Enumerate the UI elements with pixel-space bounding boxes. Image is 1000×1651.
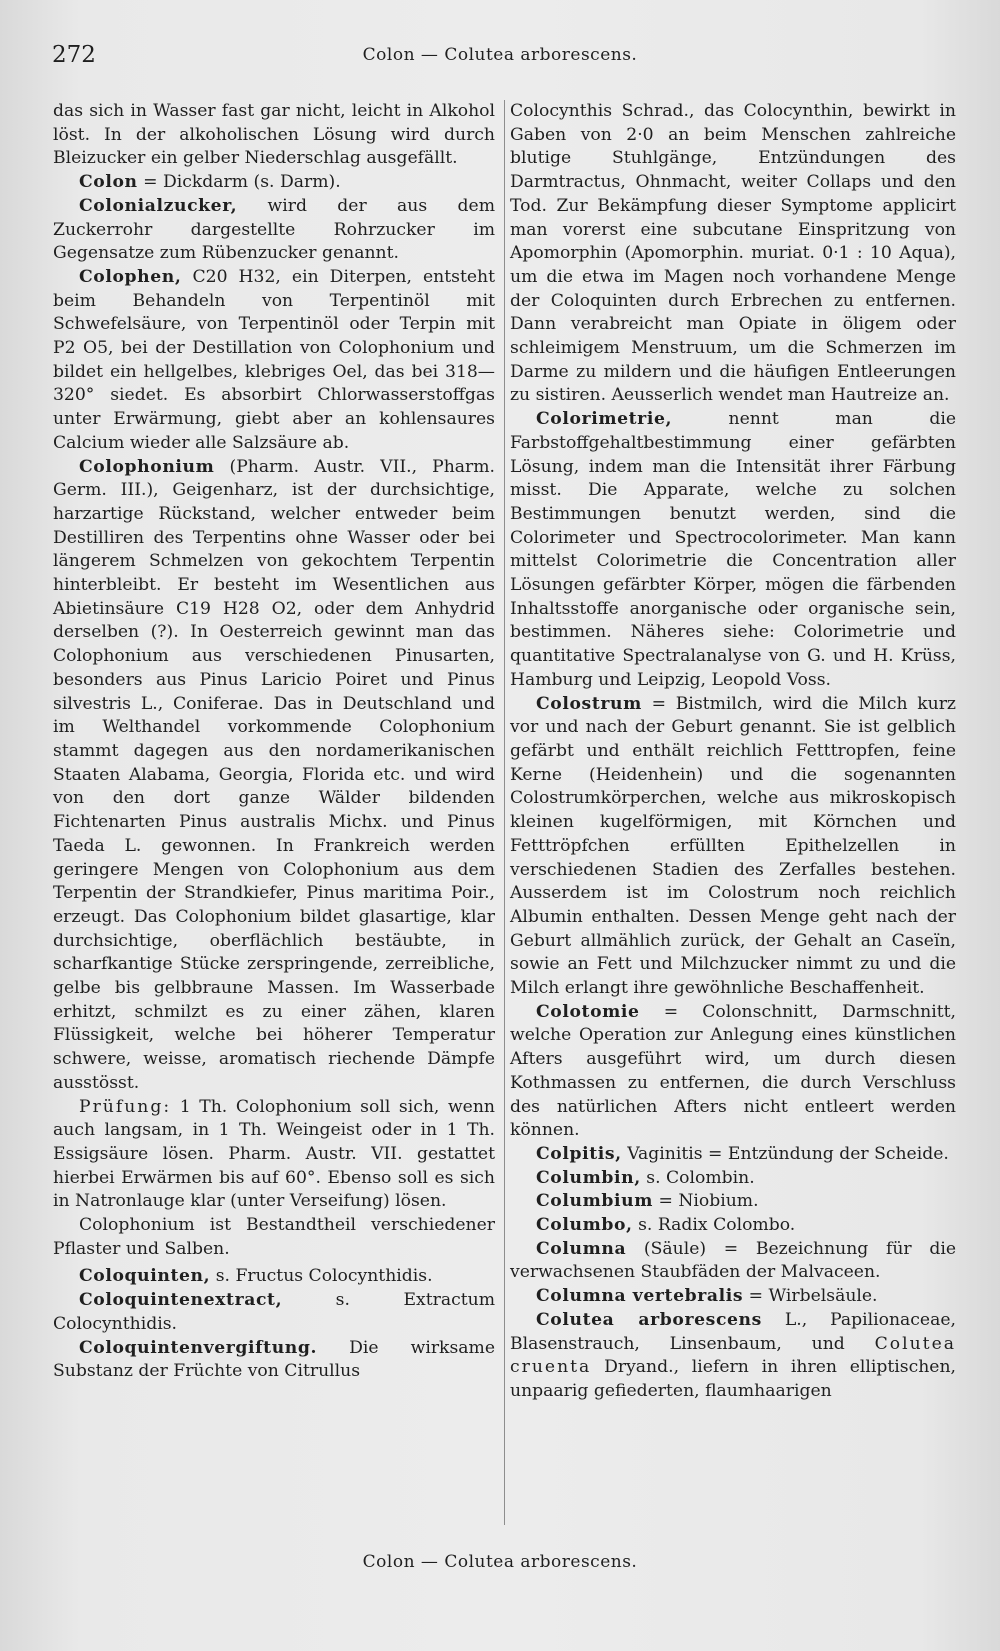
entry-text: = Bistmilch, wird die Milch kurz vor und nach der Geburt genannt. Sie ist gelblich gefärbt und enthält reichlich Fetttropfen, feine Kerne (Heidenhein) und die sogenannten Colostrumkörperchen, welche aus mikroskopisch kleinen kugelförmigen, mit Körnchen und Fetttröpfchen erfüllten Epithelzellen in verschiedenen Stadien des Zerfalles bestehen. Ausserdem ist im Colostrum noch reichlich Albumin enthalten. Dessen Menge geht nach der Geburt allmählich zurück, der Gehalt an Caseïn, sowie an Fett und Milchzucker nimmt zu und die Milch erlangt ihre gewöhnliche Beschaffenheit. bbox=[510, 693, 956, 999]
entry-continuation: Colocynthis Schrad., das Colocynthin, bewirkt in Gaben von 2·0 an beim Menschen zahlreiche blutige Stuhlgänge, Entzündungen des Darmtractus, Ohnmacht, weiter Collaps und den Tod. Zur Bekämpfung dieser Symptome applicirt man vorerst eine subcutane Einspritzung von Apomorphin (Apomorphin. muriat. 0·1 : 10 Aqua), um die etwa im Magen noch vorhandene Menge der Coloquinten durch Erbrechen zu entfernen. Dann verabreicht man Opiate in öligem oder schleimigem Menstruum, um die Schmerzen im Darme zu mildern und die häufigen Entleerungen zu sistiren. Aeusserlich wendet man Hautreize an. bbox=[510, 101, 956, 406]
entry-columbin bbox=[510, 1167, 956, 1191]
lemma: Colophen, bbox=[79, 266, 182, 287]
entry-text: s. Radix Colombo. bbox=[632, 1215, 796, 1236]
entry-text: = Wirbelsäule. bbox=[743, 1286, 878, 1307]
entry-columbium bbox=[510, 1190, 956, 1214]
lemma: Columbin, bbox=[536, 1167, 641, 1188]
entry-text: L., Papilionaceae, Blasenstrauch, Linsenbaum, und bbox=[510, 1309, 956, 1354]
page-header bbox=[52, 38, 948, 72]
entry-coloquintenvergiftung bbox=[53, 1337, 495, 1384]
entry-text: s. Colombin. bbox=[640, 1167, 755, 1188]
entry-colophen bbox=[53, 266, 495, 456]
entry-colostrum bbox=[510, 693, 956, 1001]
entry-colonialzucker bbox=[53, 195, 495, 266]
entry-colpitis bbox=[510, 1143, 956, 1167]
entry-text: s. Extractum Colocynthidis. bbox=[53, 1290, 495, 1334]
lemma: Columbium bbox=[536, 1191, 653, 1212]
entry-text: = Niobium. bbox=[653, 1191, 759, 1212]
entry-columna-vertebralis bbox=[510, 1285, 956, 1309]
page-number: 272 bbox=[52, 42, 96, 68]
entry-text: s. Fructus Colocynthidis. bbox=[210, 1266, 433, 1287]
entry-colon bbox=[53, 171, 495, 195]
lemma: Colophonium bbox=[79, 456, 215, 477]
entry-text: C20 H32, ein Diterpen, entsteht beim Behandeln von Terpentinöl mit Schwefelsäure, von Terpentinöl oder Terpin mit P2 O5, bei der Destillation von Colophonium und bildet ein hellgelbes, klebriges Oel, das bei 318—320° siedet. Es absorbirt Chlorwasserstoffgas unter Erwärmung, giebt aber an kohlensaures Calcium wieder alle Salzsäure ab. bbox=[53, 266, 495, 453]
entry-text: = Colonschnitt, Darmschnitt, welche Operation zur Anlegung eines künstlichen Afters ausgeführt wird, um durch diesen Kothmassen zu entfernen, die durch Verschluss des natürlichen Afters nicht entleert werden können. bbox=[510, 1001, 956, 1141]
entry-columna bbox=[510, 1238, 956, 1285]
right-column bbox=[510, 100, 956, 1404]
entry-columbo bbox=[510, 1214, 956, 1238]
lemma: Colostrum bbox=[536, 693, 642, 714]
lemma: Colonialzucker, bbox=[79, 195, 238, 216]
lemma: Colotomie bbox=[536, 1001, 640, 1022]
lemma: Coloquintenvergiftung. bbox=[79, 1337, 318, 1358]
entry-text: wird der aus dem Zuckerrohr dargestellte Rohrzucker im Gegensatze zum Rübenzucker genannt. bbox=[53, 195, 495, 264]
lemma: Colpitis, bbox=[536, 1143, 622, 1164]
entry-colophonium bbox=[53, 456, 495, 1096]
entry-colutea bbox=[510, 1309, 956, 1404]
entry-text: = Dickdarm (s. Darm). bbox=[137, 172, 341, 193]
lemma: Colon bbox=[79, 172, 138, 193]
entry-text: 1 Th. Colophonium soll sich, wenn auch langsam, in 1 Th. Weingeist oder in 1 Th. Essigsäure lösen. Pharm. Austr. VII. gestattet hierbei Erwärmen bis auf 60°. Ebenso soll es sich in Natronlauge klar (unter Verseifung) lösen. bbox=[53, 1096, 495, 1212]
entry-text: (Säule) = Bezeichnung für die verwachsenen Staubfäden der Malvaceen. bbox=[510, 1238, 956, 1283]
species-name: Colutea cruenta bbox=[510, 1333, 956, 1378]
entry-pruefung bbox=[53, 1096, 495, 1215]
entry-colotomie bbox=[510, 1001, 956, 1143]
lemma: Coloquinten, bbox=[79, 1266, 211, 1287]
lemma: Columna bbox=[536, 1238, 627, 1259]
entry-coloquinten bbox=[53, 1265, 495, 1289]
column-divider bbox=[504, 100, 505, 1525]
lemma: Coloquintenextract, bbox=[79, 1290, 283, 1311]
entry-bestandtheil: Colophonium ist Bestandtheil verschiedener Pflaster und Salben. bbox=[53, 1215, 495, 1259]
lemma: Colutea arborescens bbox=[536, 1309, 762, 1330]
entry-continuation: das sich in Wasser fast gar nicht, leicht in Alkohol löst. In der alkoholischen Lösung wird durch Bleizucker ein gelber Niederschlag ausgefällt. bbox=[53, 101, 495, 169]
left-column bbox=[53, 100, 495, 1384]
running-head: Colon — Colutea arborescens. bbox=[362, 45, 638, 65]
entry-text: nennt man die Farbstoffgehaltbestimmung einer gefärbten Lösung, indem man die Intensität ihrer Färbung misst. Die Apparate, welche zu solchen Bestimmungen benutzt werden, sind die Colorimeter und Spectrocolorimeter. Man kann mittelst Colorimetrie die Concentration aller Lösungen gefärbter Körper, mögen die färbenden Inhaltsstoffe anorganische oder organische sein, bestimmen. Näheres siehe: Colorimetrie und quantitative Spectralanalyse von G. und H. Krüss, Hamburg und Leipzig, Leopold Voss. bbox=[510, 409, 956, 690]
running-foot: Colon — Colutea arborescens. bbox=[362, 1552, 638, 1572]
entry-text: Vaginitis = Entzündung der Scheide. bbox=[621, 1143, 949, 1164]
entry-coloquintenextract bbox=[53, 1289, 495, 1336]
lemma: Columbo, bbox=[536, 1215, 633, 1236]
pruefung-label: Prüfung: bbox=[79, 1096, 172, 1117]
lemma: Colorimetrie, bbox=[536, 409, 673, 430]
lemma: Columna vertebralis bbox=[536, 1286, 744, 1307]
entry-text: (Pharm. Austr. VII., Pharm. Germ. III.), Geigenharz, ist der durchsichtige, harzartige Rückstand, welcher entweder beim Destilliren des Terpentins ohne Wasser oder bei längerem Schmelzen von gekochtem Terpentin hinterbleibt. Er besteht im Wesentlichen aus Abietinsäure C19 H28 O2, oder dem Anhydrid derselben (?). In Oesterreich gewinnt man das Colophonium aus verschiedenen Pinusarten, besonders aus Pinus Laricio Poiret und Pinus silvestris L., Coniferae. Das in Deutschland und im Welthandel vorkommende Colophonium stammt dagegen aus den nordamerikanischen Staaten Alabama, Georgia, Florida etc. und wird von den dort ganze Wälder bildenden Fichtenarten Pinus australis Michx. und Pinus Taeda L. gewonnen. In Frankreich werden geringere Mengen von Colophonium aus dem Terpentin der Strandkiefer, Pinus maritima Poir., erzeugt. Das Colophonium bildet glasartige, klar durchsichtige, oberflächlich bestäubte, in scharfkantige Stücke zerspringende, zerreibliche, gelbe bis gelbbraune Massen. Im Wasserbade erhitzt, schmilzt es zu einer zähen, klaren Flüssigkeit, welche bei höherer Temperatur schwere, weisse, aromatisch riechende Dämpfe ausstösst. bbox=[53, 456, 495, 1093]
entry-text: Die wirksame Substanz der Früchte von Citrullus bbox=[53, 1337, 495, 1382]
entry-text: Dryand., liefern in ihren elliptischen, unpaarig gefiederten, flaumhaarigen bbox=[510, 1357, 956, 1401]
entry-colorimetrie bbox=[510, 408, 956, 692]
